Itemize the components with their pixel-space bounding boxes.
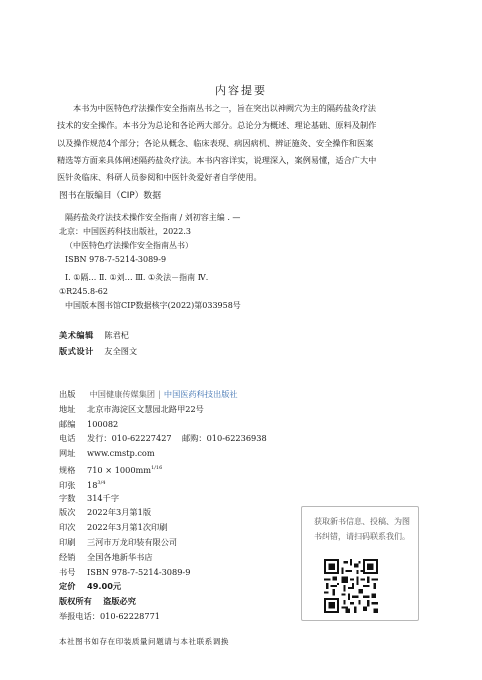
credit-row bbox=[59, 330, 129, 341]
info-value: 49.00元 bbox=[87, 581, 122, 592]
info-label: 定价 bbox=[59, 581, 76, 592]
sheets-fraction: 3/4 bbox=[97, 479, 106, 486]
qr-code-icon[interactable] bbox=[324, 559, 378, 613]
intro-line: 技术的安全操作。本书分为总论和各论两大部分。总论分为概述、理论基础、原料及制作 bbox=[57, 120, 377, 131]
info-label: 印张 bbox=[59, 479, 76, 490]
format-fraction: 1/16 bbox=[151, 464, 163, 471]
info-label: 地址 bbox=[59, 403, 76, 414]
info-value: 2022年3月第1次印刷 bbox=[87, 522, 168, 533]
info-label: 版次 bbox=[59, 507, 76, 518]
info-value: 发行：010-62227427 邮购：010-62236938 bbox=[87, 433, 267, 444]
credit-row bbox=[59, 346, 137, 357]
info-value: ISBN 978-7-5214-3089-9 bbox=[87, 566, 191, 577]
info-value: 全国各地新华书店 bbox=[87, 551, 153, 562]
cip-line: ISBN 978-7-5214-3089-9 bbox=[65, 255, 167, 264]
credit-label: 美术编辑 bbox=[59, 330, 94, 340]
cip-line: 北京：中国医药科技出版社，2022.3 bbox=[59, 227, 191, 236]
info-label: 印次 bbox=[59, 522, 76, 533]
info-value: 710 × 1000mm bbox=[87, 464, 152, 475]
cip-line: 隔药盐灸疗法技术操作安全指南 / 刘初容主编 . — bbox=[65, 213, 241, 222]
info-row-phone bbox=[59, 431, 267, 446]
info-label: 规格 bbox=[59, 464, 76, 475]
info-label: 印刷 bbox=[59, 536, 76, 547]
info-row-wordcount bbox=[59, 491, 267, 506]
info-value: 18 bbox=[87, 479, 98, 490]
intro-line: 医针灸临床、科研人员参阅和中医针灸爱好者自学使用。 bbox=[57, 172, 262, 183]
cip-heading: 图书在版编目（CIP）数据 bbox=[59, 191, 162, 201]
intro-line: 以及操作规范4个部分；各论从概念、临床表现、病因病机、辨证施灸、安全操作和医案 bbox=[57, 137, 374, 148]
publisher-group: 中国健康传媒集团 bbox=[89, 389, 156, 399]
info-label: 出版 bbox=[59, 389, 76, 399]
info-row-postcode bbox=[59, 417, 267, 432]
rights-notice: 版权所有 盗版必究 bbox=[59, 596, 136, 607]
info-row-printer bbox=[59, 535, 267, 550]
info-value: www.cmstp.com bbox=[87, 448, 155, 459]
cip-line: 中国版本图书馆CIP数据核字(2022)第033958号 bbox=[65, 301, 241, 310]
credit-value: 友全图文 bbox=[104, 346, 138, 356]
notice-text: 获取新书信息、投稿、为图书纠错，请扫码联系我们。 bbox=[314, 517, 410, 541]
intro-line: 精选等方面来具体阐述隔药盐灸疗法。本书内容详实，说理深入，案例易懂，适合广大中 bbox=[57, 154, 377, 165]
info-value: 北京市海淀区文慧园北路甲22号 bbox=[87, 403, 204, 414]
info-value: 2022年3月第1版 bbox=[87, 507, 152, 518]
info-row-sheets bbox=[59, 476, 267, 491]
intro-line: 本书为中医特色疗法操作安全指南丛书之一，旨在突出以神阙穴为主的隔药盐灸疗法 bbox=[73, 103, 376, 113]
info-row-address bbox=[59, 402, 267, 417]
info-value: 314千字 bbox=[87, 492, 120, 503]
info-label: 邮编 bbox=[59, 418, 76, 429]
info-label: 经销 bbox=[59, 551, 76, 562]
info-label: 电话 bbox=[59, 433, 76, 444]
info-label: 网址 bbox=[59, 448, 76, 459]
intro-paragraph bbox=[57, 100, 425, 186]
info-row-distributor bbox=[59, 550, 267, 565]
contact-notice-box bbox=[301, 506, 419, 621]
cip-data-block bbox=[59, 211, 241, 313]
cip-line: Ⅰ. ①隔… Ⅱ. ①刘… Ⅲ. ①灸法－指南 Ⅳ. bbox=[65, 273, 209, 282]
credit-value: 陈君杞 bbox=[104, 330, 129, 340]
info-row-website bbox=[59, 446, 267, 461]
info-value: 三河市万龙印装有限公司 bbox=[87, 536, 178, 547]
info-label: 字数 bbox=[59, 492, 76, 503]
info-row-isbn bbox=[59, 565, 267, 580]
publication-info bbox=[59, 387, 267, 624]
info-label: 书号 bbox=[59, 566, 76, 577]
info-row-printing bbox=[59, 520, 267, 535]
credit-label: 版式设计 bbox=[59, 346, 94, 356]
publisher-press: 中国医药科技出版社 bbox=[163, 389, 238, 399]
footer-note: 本社图书如存在印装质量问题请与本社联系调换 bbox=[59, 637, 229, 646]
report-phone: 举报电话：010-62228771 bbox=[59, 610, 161, 621]
info-row-format bbox=[59, 461, 267, 476]
info-row-price bbox=[59, 579, 267, 594]
publisher-row: 出版 中国健康传媒集团 | 中国医药科技出版社 bbox=[59, 387, 267, 402]
section-title: 内容提要 bbox=[215, 84, 267, 97]
info-row-edition bbox=[59, 505, 267, 520]
info-value: 100082 bbox=[87, 418, 119, 429]
cip-line: （中医特色疗法操作安全指南丛书） bbox=[65, 241, 193, 250]
cip-line: ①R245.8-62 bbox=[59, 287, 108, 296]
